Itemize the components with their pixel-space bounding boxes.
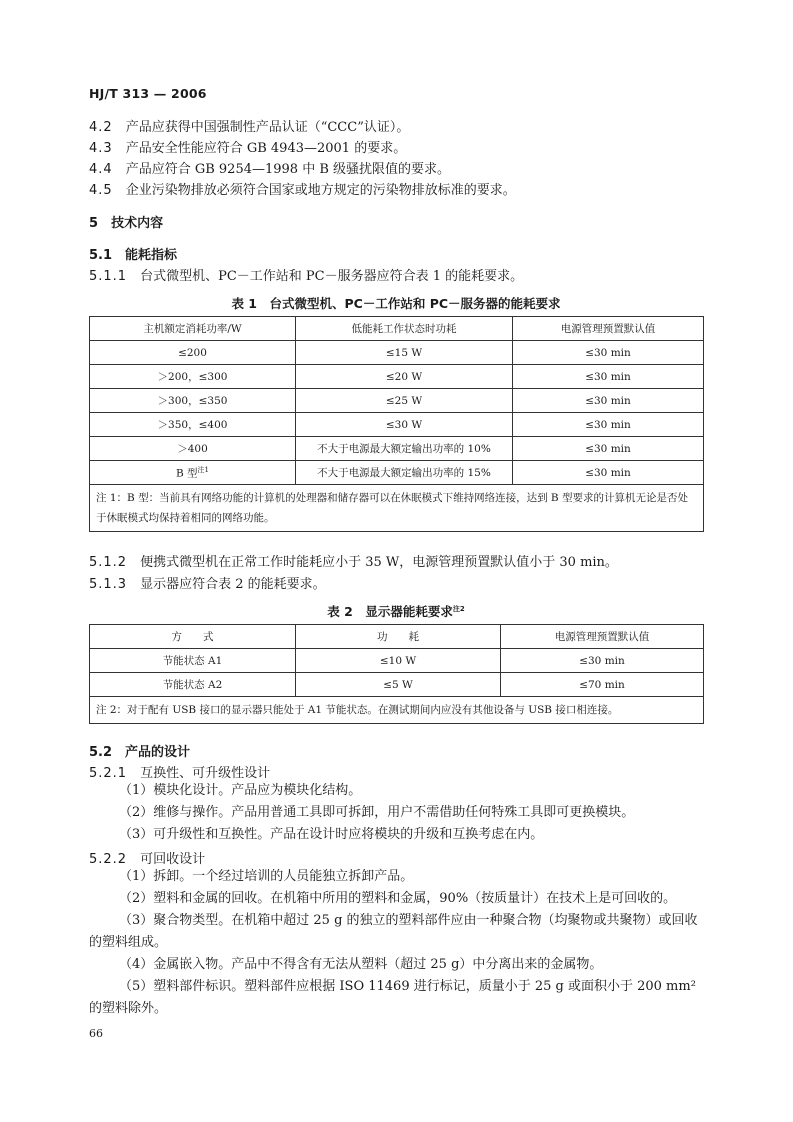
- table-cell: ≤200: [90, 341, 296, 365]
- clause-4-5: 4.5 企业污染物排放必须符合国家或地方规定的污染物排放标准的要求。: [89, 183, 516, 198]
- table-cell: ≤20 W: [296, 365, 513, 389]
- table-row: [90, 461, 704, 485]
- clause-5-1-2: 5.1.2 便携式微型机在正常工作时能耗应小于 35 W，电源管理预置默认值小于 30 min。: [89, 555, 618, 570]
- page-header: HJ/T 313 — 2006: [89, 86, 207, 101]
- table2-note-row: [90, 697, 704, 724]
- table-cell: ＞400: [90, 437, 296, 461]
- table-cell: ≤30 W: [296, 413, 513, 437]
- table-cell: ＞350，≤400: [90, 413, 296, 437]
- list-item: （2）维修与操作。产品用普通工具即可拆卸，用户不需借助任何特殊工具即可更换模块。: [119, 805, 635, 820]
- table-cell: ≤30 min: [513, 413, 704, 437]
- list-item: （1）拆卸。一个经过培训的人员能独立拆卸产品。: [119, 869, 414, 884]
- table-cell: 不大于电源最大额定输出功率的 10%: [296, 437, 513, 461]
- list-item: （4）金属嵌入物。产品中不得含有无法从塑料（超过 25 g）中分离出来的金属物。: [119, 957, 603, 972]
- table1-note: 注 1：B 型：当前具有网络功能的计算机的处理器和储存器可以在休眠模式下维持网络连接，达到 B 型要求的计算机无论是否处于休眠模式均保持着相同的网络功能。: [90, 485, 704, 532]
- page-number: 66: [89, 1027, 103, 1040]
- table1-header: 主机额定消耗功率/W: [90, 317, 296, 341]
- table1-header-row: [90, 317, 704, 341]
- table-cell: ≤30 min: [513, 437, 704, 461]
- table-cell: ≤70 min: [501, 673, 704, 697]
- table-row: [90, 673, 704, 697]
- list-item: （5）塑料部件标识。塑料部件应根据 ISO 11469 进行标记，质量小于 25 g 或面积小于 200 mm² 的塑料除外。: [89, 979, 696, 1016]
- table-row: [90, 341, 704, 365]
- table1-caption: 表 1 台式微型机、PC－工作站和 PC－服务器的能耗要求: [231, 296, 561, 311]
- table-cell: ＞200，≤300: [90, 365, 296, 389]
- clause-5-2-2: 5.2.2 可回收设计: [89, 852, 206, 867]
- table-cell: ≤25 W: [296, 389, 513, 413]
- table2-caption: 表 2 显示器能耗要求$^{注2}$: [327, 604, 465, 619]
- table-cell: B 型$^{注1}$: [90, 461, 296, 485]
- clause-5-2-1: 5.2.1 互换性、可升级性设计: [89, 766, 271, 781]
- list-item: （2）塑料和金属的回收。在机箱中所用的塑料和金属，90%（按质量计）在技术上是可回收的。: [119, 891, 677, 906]
- table2-header: 方 式: [90, 625, 296, 649]
- list-item: （3）可升级性和互换性。产品在设计时应将模块的升级和互换考虑在内。: [119, 827, 544, 842]
- list-item: （3）聚合物类型。在机箱中超过 25 g 的独立的塑料部件应由一种聚合物（均聚物或共聚物）或回收的塑料组成。: [89, 913, 698, 950]
- clause-4-3: 4.3 产品安全性能应符合 GB 4943—2001 的要求。: [89, 141, 407, 156]
- table2-header: 电源管理预置默认值: [501, 625, 704, 649]
- table-cell: ≤5 W: [296, 673, 501, 697]
- clause-4-4: 4.4 产品应符合 GB 9254—1998 中 B 级骚扰限值的要求。: [89, 162, 451, 177]
- clause-5-1-3: 5.1.3 显示器应符合表 2 的能耗要求。: [89, 577, 326, 592]
- table-cell: 节能状态 A1: [90, 649, 296, 673]
- section-5-2-heading: 5.2 产品的设计: [89, 745, 191, 760]
- table1-note-row: [90, 485, 704, 532]
- clause-4-2: 4.2 产品应获得中国强制性产品认证（“CCC”认证）。: [89, 120, 410, 135]
- table-row: [90, 437, 704, 461]
- list-5-2-1: [89, 780, 733, 846]
- table1: [89, 316, 704, 532]
- table-cell: ≤15 W: [296, 341, 513, 365]
- table-cell: ≤30 min: [513, 341, 704, 365]
- table-row: [90, 365, 704, 389]
- section-5-heading: 5 技术内容: [89, 216, 164, 231]
- table2-header: 功 耗: [296, 625, 501, 649]
- table1-header: 电源管理预置默认值: [513, 317, 704, 341]
- table-cell: ＞300，≤350: [90, 389, 296, 413]
- list-5-2-2: [89, 866, 703, 1020]
- table-cell: ≤30 min: [513, 461, 704, 485]
- table2-header-row: [90, 625, 704, 649]
- table-cell: ≤10 W: [296, 649, 501, 673]
- table-row: [90, 649, 704, 673]
- table2-note: 注 2：对于配有 USB 接口的显示器只能处于 A1 节能状态。在测试期间内应没有其他设备与 USB 接口相连接。: [90, 697, 704, 724]
- table1-header: 低能耗工作状态时功耗: [296, 317, 513, 341]
- table-cell: ≤30 min: [513, 389, 704, 413]
- clause-5-1-1: 5.1.1 台式微型机、PC－工作站和 PC－服务器应符合表 1 的能耗要求。: [89, 269, 524, 284]
- table-cell: 不大于电源最大额定输出功率的 15%: [296, 461, 513, 485]
- list-item: （1）模块化设计。产品应为模块化结构。: [119, 783, 362, 798]
- table-cell: ≤30 min: [513, 365, 704, 389]
- section-5-1-heading: 5.1 能耗指标: [89, 248, 178, 263]
- table-cell: ≤30 min: [501, 649, 704, 673]
- table-row: [90, 389, 704, 413]
- table-cell: 节能状态 A2: [90, 673, 296, 697]
- table2: [89, 624, 704, 724]
- table-row: [90, 413, 704, 437]
